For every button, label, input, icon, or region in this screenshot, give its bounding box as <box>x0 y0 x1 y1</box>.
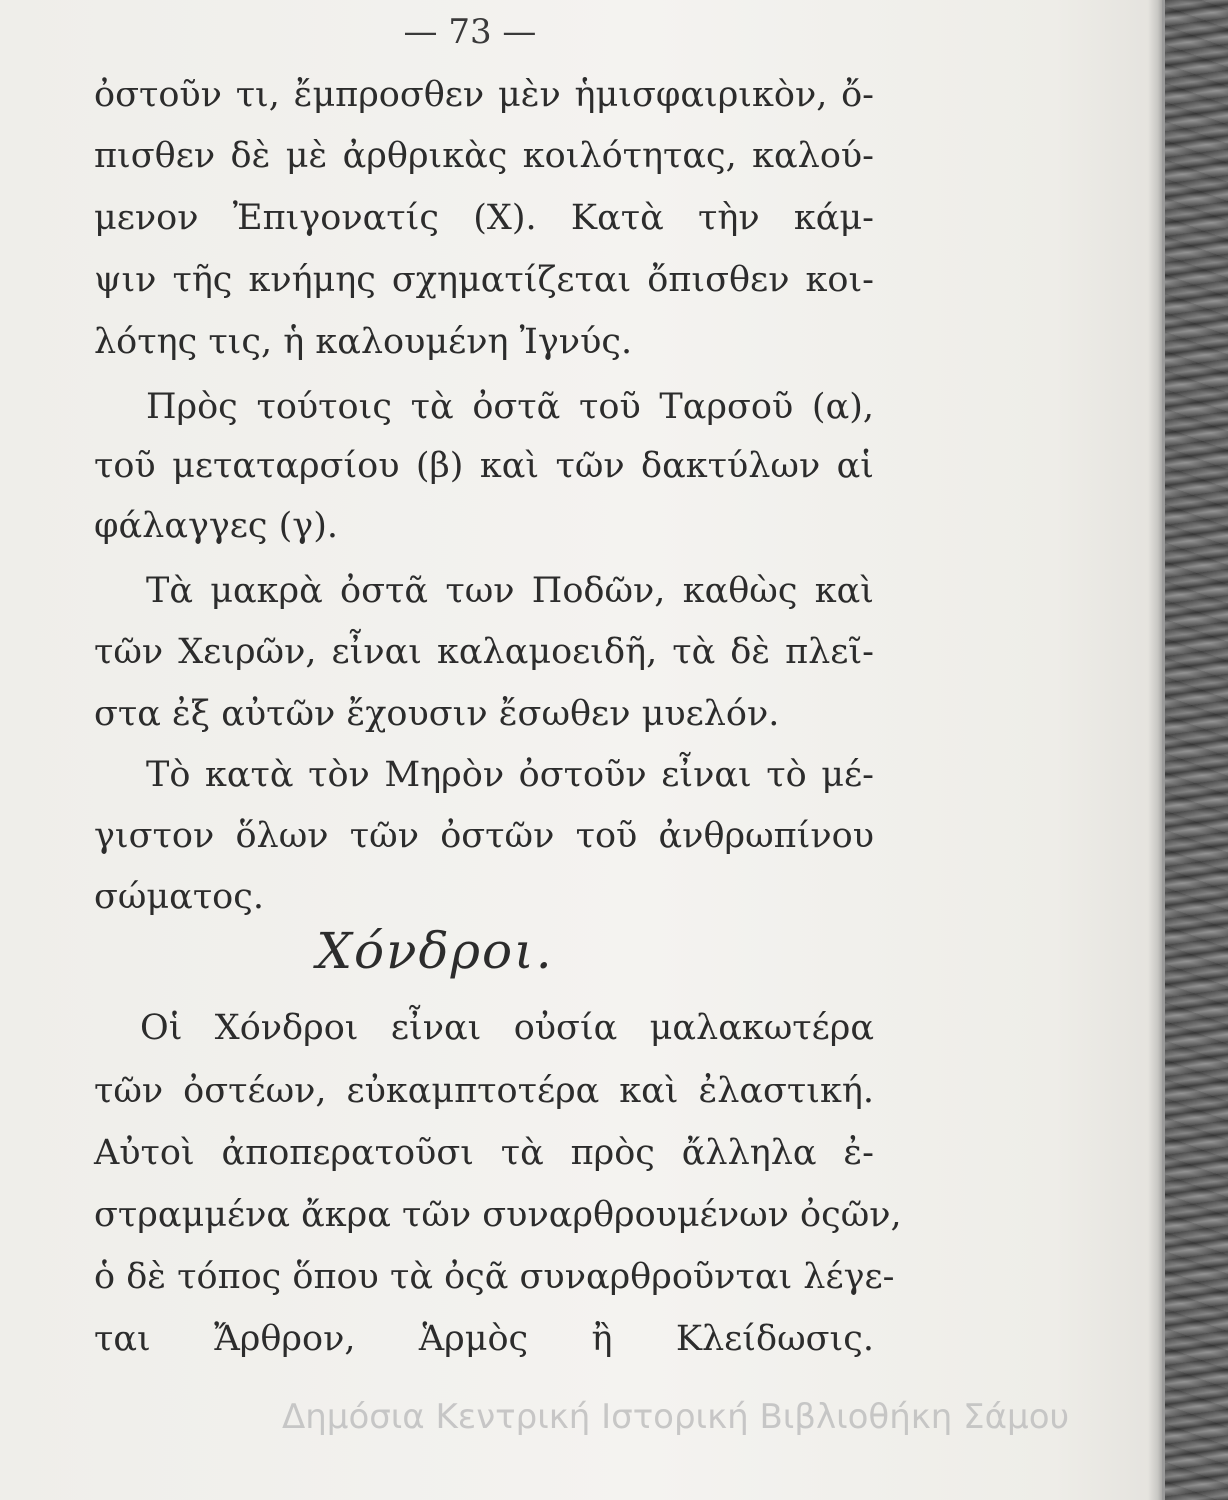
text-line: ται Ἄρθρον, Ἁρμὸς ἢ Κλείδωσις. <box>94 1319 874 1359</box>
text-line: γιστον ὅλων τῶν ὀστῶν τοῦ ἀνθρωπίνου <box>94 816 874 856</box>
text-line: στα ἐξ αὐτῶν ἔχουσιν ἔσωθεν μυελόν. <box>94 694 780 734</box>
text-line: Αὐτοὶ ἀποπερατοῦσι τὰ πρὸς ἄλληλα ἐ- <box>94 1133 874 1173</box>
text-line: μενον Ἐπιγονατίς (Χ). Κατὰ τὴν κάμ- <box>94 198 874 238</box>
text-line: Οἱ Χόνδροι εἶναι οὐσία μαλακωτέρα <box>140 1008 874 1048</box>
text-line: λότης τις, ἡ καλουμένη Ἰγνύς. <box>94 322 633 362</box>
text-line: ὀστοῦν τι, ἔμπροσθεν μὲν ἡμισφαιρικὸν, ὄ- <box>94 75 874 115</box>
book-binding <box>1162 0 1228 1500</box>
text-line: τοῦ μεταταρσίου (β) καὶ τῶν δακτύλων αἱ <box>94 446 874 486</box>
text-line: Πρὸς τούτοις τὰ ὀστᾶ τοῦ Ταρσοῦ (α), <box>146 387 874 427</box>
library-watermark: Δημόσια Κεντρική Ιστορική Βιβλιοθήκη Σάμου <box>282 1397 1070 1437</box>
text-line: σώματος. <box>94 877 264 917</box>
text-line: τῶν Χειρῶν, εἶναι καλαμοειδῆ, τὰ δὲ πλεῖ- <box>94 632 874 672</box>
page-number: — 73 — <box>403 12 537 52</box>
section-heading: Χόνδροι. <box>316 922 554 980</box>
text-line: ψιν τῆς κνήμης σχηματίζεται ὄπισθεν κοι- <box>94 260 874 300</box>
text-line: πισθεν δὲ μὲ ἀρθρικὰς κοιλότητας, καλού- <box>94 136 874 176</box>
text-line: στραμμένα ἄκρα τῶν συναρθρουμένων ὀςῶν, <box>94 1195 902 1235</box>
text-line: φάλαγγες (γ). <box>94 506 339 546</box>
text-line: τῶν ὀστέων, εὐκαμπτοτέρα καὶ ἐλαστική. <box>94 1071 874 1111</box>
text-line: Τὰ μακρὰ ὀστᾶ των Ποδῶν, καθὼς καὶ <box>146 571 874 611</box>
text-line: Τὸ κατὰ τὸν Μηρὸν ὀστοῦν εἶναι τὸ μέ- <box>146 755 874 795</box>
text-line: ὁ δὲ τόπος ὅπου τὰ ὀςᾶ συναρθροῦνται λέγε- <box>94 1257 895 1297</box>
